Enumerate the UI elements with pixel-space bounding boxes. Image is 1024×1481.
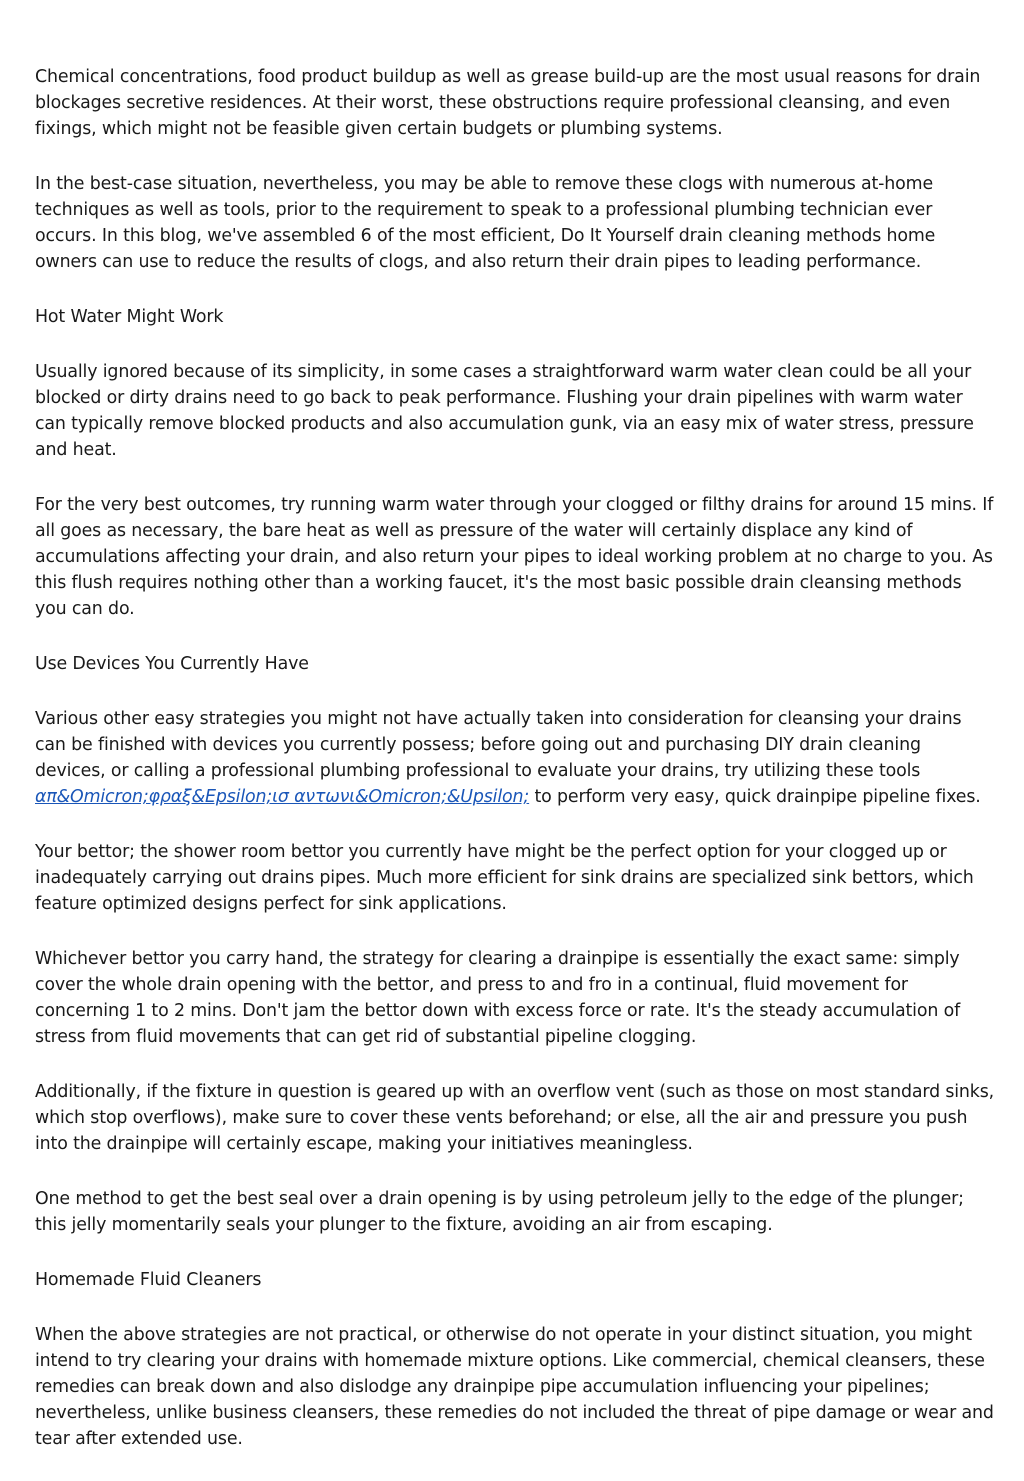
paragraph-intro-2: In the best-case situation, nevertheless, you may be able to remove these clogs with numerous at-home techniques as well as tools, prior to the requirement to speak to a professional plumbing technician ever occurs. In this blog, we've assembled 6 of the most efficient, Do It Yourself drain cleaning methods home owners can use to reduce the results of clogs, and also return their drain pipes to leading performance. — [35, 174, 936, 272]
paragraph-devices-3: Whichever bettor you carry hand, the strategy for clearing a drainpipe is essentially the exact same: simply cover the whole drain opening with the bettor, and press to and fro in a continual, fluid movement for concerning 1 to 2 mins. Don't jam the bettor down with excess force or rate. It's the steady accumulation of stress from fluid movements that can get rid of substantial pipeline clogging. — [35, 949, 961, 1047]
paragraph-devices-1-text-after: to perform very easy, quick drainpipe pipeline fixes. — [529, 787, 981, 807]
paragraph-homemade-1: When the above strategies are not practical, or otherwise do not operate in your distinct situation, you might intend to try clearing your drains with homemade mixture options. Like commercial, chemical cleansers, these remedies can break down and also dislodge any drainpipe pipe accumulation influencing your pipelines; nevertheless, unlike business cleansers, these remedies do not included the threat of pipe damage or wear and tear after extended use. — [35, 1325, 994, 1449]
article-body — [35, 64, 995, 1481]
section-heading-homemade: Homemade Fluid Cleaners — [35, 1270, 262, 1290]
paragraph-devices-2: Your bettor; the shower room bettor you currently have might be the perfect option for your clogged up or inadequately carrying out drains pipes. Much more efficient for sink drains are specialized sink bettors, which feature optimized designs perfect for sink applications. — [35, 842, 974, 914]
paragraph-devices-1 — [35, 706, 995, 810]
paragraph-devices-4: Additionally, if the fixture in question is geared up with an overflow vent (such as those on most standard sinks, which stop overflows), make sure to cover these vents beforehand; or else, all the air and pressure you push into the drainpipe will certainly escape, making your initiatives meaningless. — [35, 1082, 995, 1154]
paragraph-hot-water-1: Usually ignored because of its simplicity, in some cases a straightforward warm water clean could be all your blocked or dirty drains need to go back to peak performance. Flushing your drain pipelines with warm water can typically remove blocked products and also accumulation gunk, via an easy mix of water stress, pressure and heat. — [35, 362, 974, 460]
paragraph-devices-5: One method to get the best seal over a drain opening is by using petroleum jelly to the edge of the plunger; this jelly momentarily seals your plunger to the fixture, avoiding an air from escaping. — [35, 1189, 964, 1235]
paragraph-intro-1: Chemical concentrations, food product buildup as well as grease build-up are the most usual reasons for drain blockages secretive residences. At their worst, these obstructions require professional cleansing, and even fixings, which might not be feasible given certain budgets or plumbing systems. — [35, 67, 981, 139]
section-heading-hot-water: Hot Water Might Work — [35, 307, 224, 327]
inline-link[interactable]: απ&Omicron;φραξ&Epsilon;ισ αντωνι&Omicron;&Upsilon; — [35, 787, 530, 807]
section-heading-devices: Use Devices You Currently Have — [35, 654, 309, 674]
paragraph-hot-water-2: For the very best outcomes, try running warm water through your clogged or filthy drains for around 15 mins. If all goes as necessary, the bare heat as well as pressure of the water will certainly displace any kind of accumulations affecting your drain, and also return your pipes to ideal working problem at no charge to you. As this flush requires nothing other than a working faucet, it's the most basic possible drain cleansing methods you can do. — [35, 495, 994, 619]
paragraph-devices-1-text-before: Various other easy strategies you might not have actually taken into consideration for cleansing your drains can be finished with devices you currently possess; before going out and purchasing DIY drain cleaning devices, or calling a professional plumbing professional to evaluate your drains, try utilizing these tools — [35, 709, 962, 781]
